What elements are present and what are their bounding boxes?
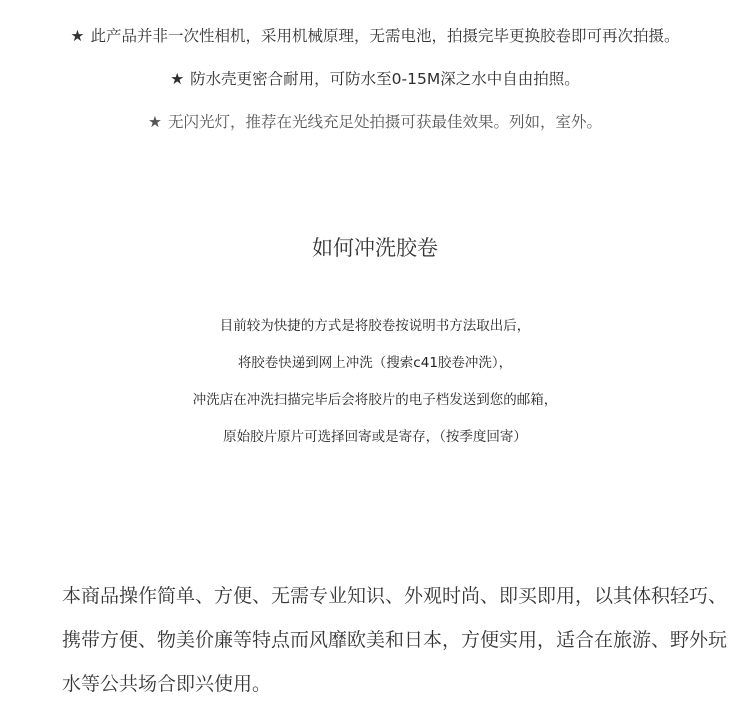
summary-text: 携带方便、物美价廉等特点而风靡欧美和日本，方便实用，适合在旅游、野外玩	[62, 629, 728, 651]
development-steps	[0, 316, 750, 447]
feature-item	[0, 112, 750, 132]
summary-text: 本商品操作简单、方便、无需专业知识、外观时尚、即买即用，以其体积轻巧、	[62, 585, 728, 607]
star-icon: ★	[148, 113, 162, 131]
step-text: 目前较为快捷的方式是将胶卷按说明书方法取出后，	[219, 318, 531, 334]
product-summary	[62, 583, 728, 698]
summary-text: 水等公共场合即兴使用。	[62, 673, 272, 695]
feature-text: 此产品并非一次性相机，采用机械原理，无需电池，拍摄完毕更换胶卷即可再次拍摄。	[90, 27, 680, 45]
feature-text: 无闪光灯，推荐在光线充足处拍摄可获最佳效果。列如，室外。	[167, 113, 602, 131]
feature-item	[0, 26, 750, 46]
step-text: 原始胶片原片可选择回寄或是寄存，（按季度回寄）	[223, 429, 527, 445]
step-text: 将胶卷快递到网上冲洗（搜索c41胶卷冲洗），	[237, 355, 513, 371]
feature-item	[0, 69, 750, 89]
feature-list	[0, 26, 750, 132]
feature-text: 防水壳更密合耐用，可防水至0-15M深之水中自由拍照。	[190, 70, 580, 88]
star-icon: ★	[170, 70, 185, 88]
star-icon: ★	[70, 27, 85, 45]
step-text: 冲洗店在冲洗扫描完毕后会将胶片的电子档发送到您的邮箱，	[192, 392, 558, 408]
section-title: 如何冲洗胶卷	[312, 236, 438, 260]
